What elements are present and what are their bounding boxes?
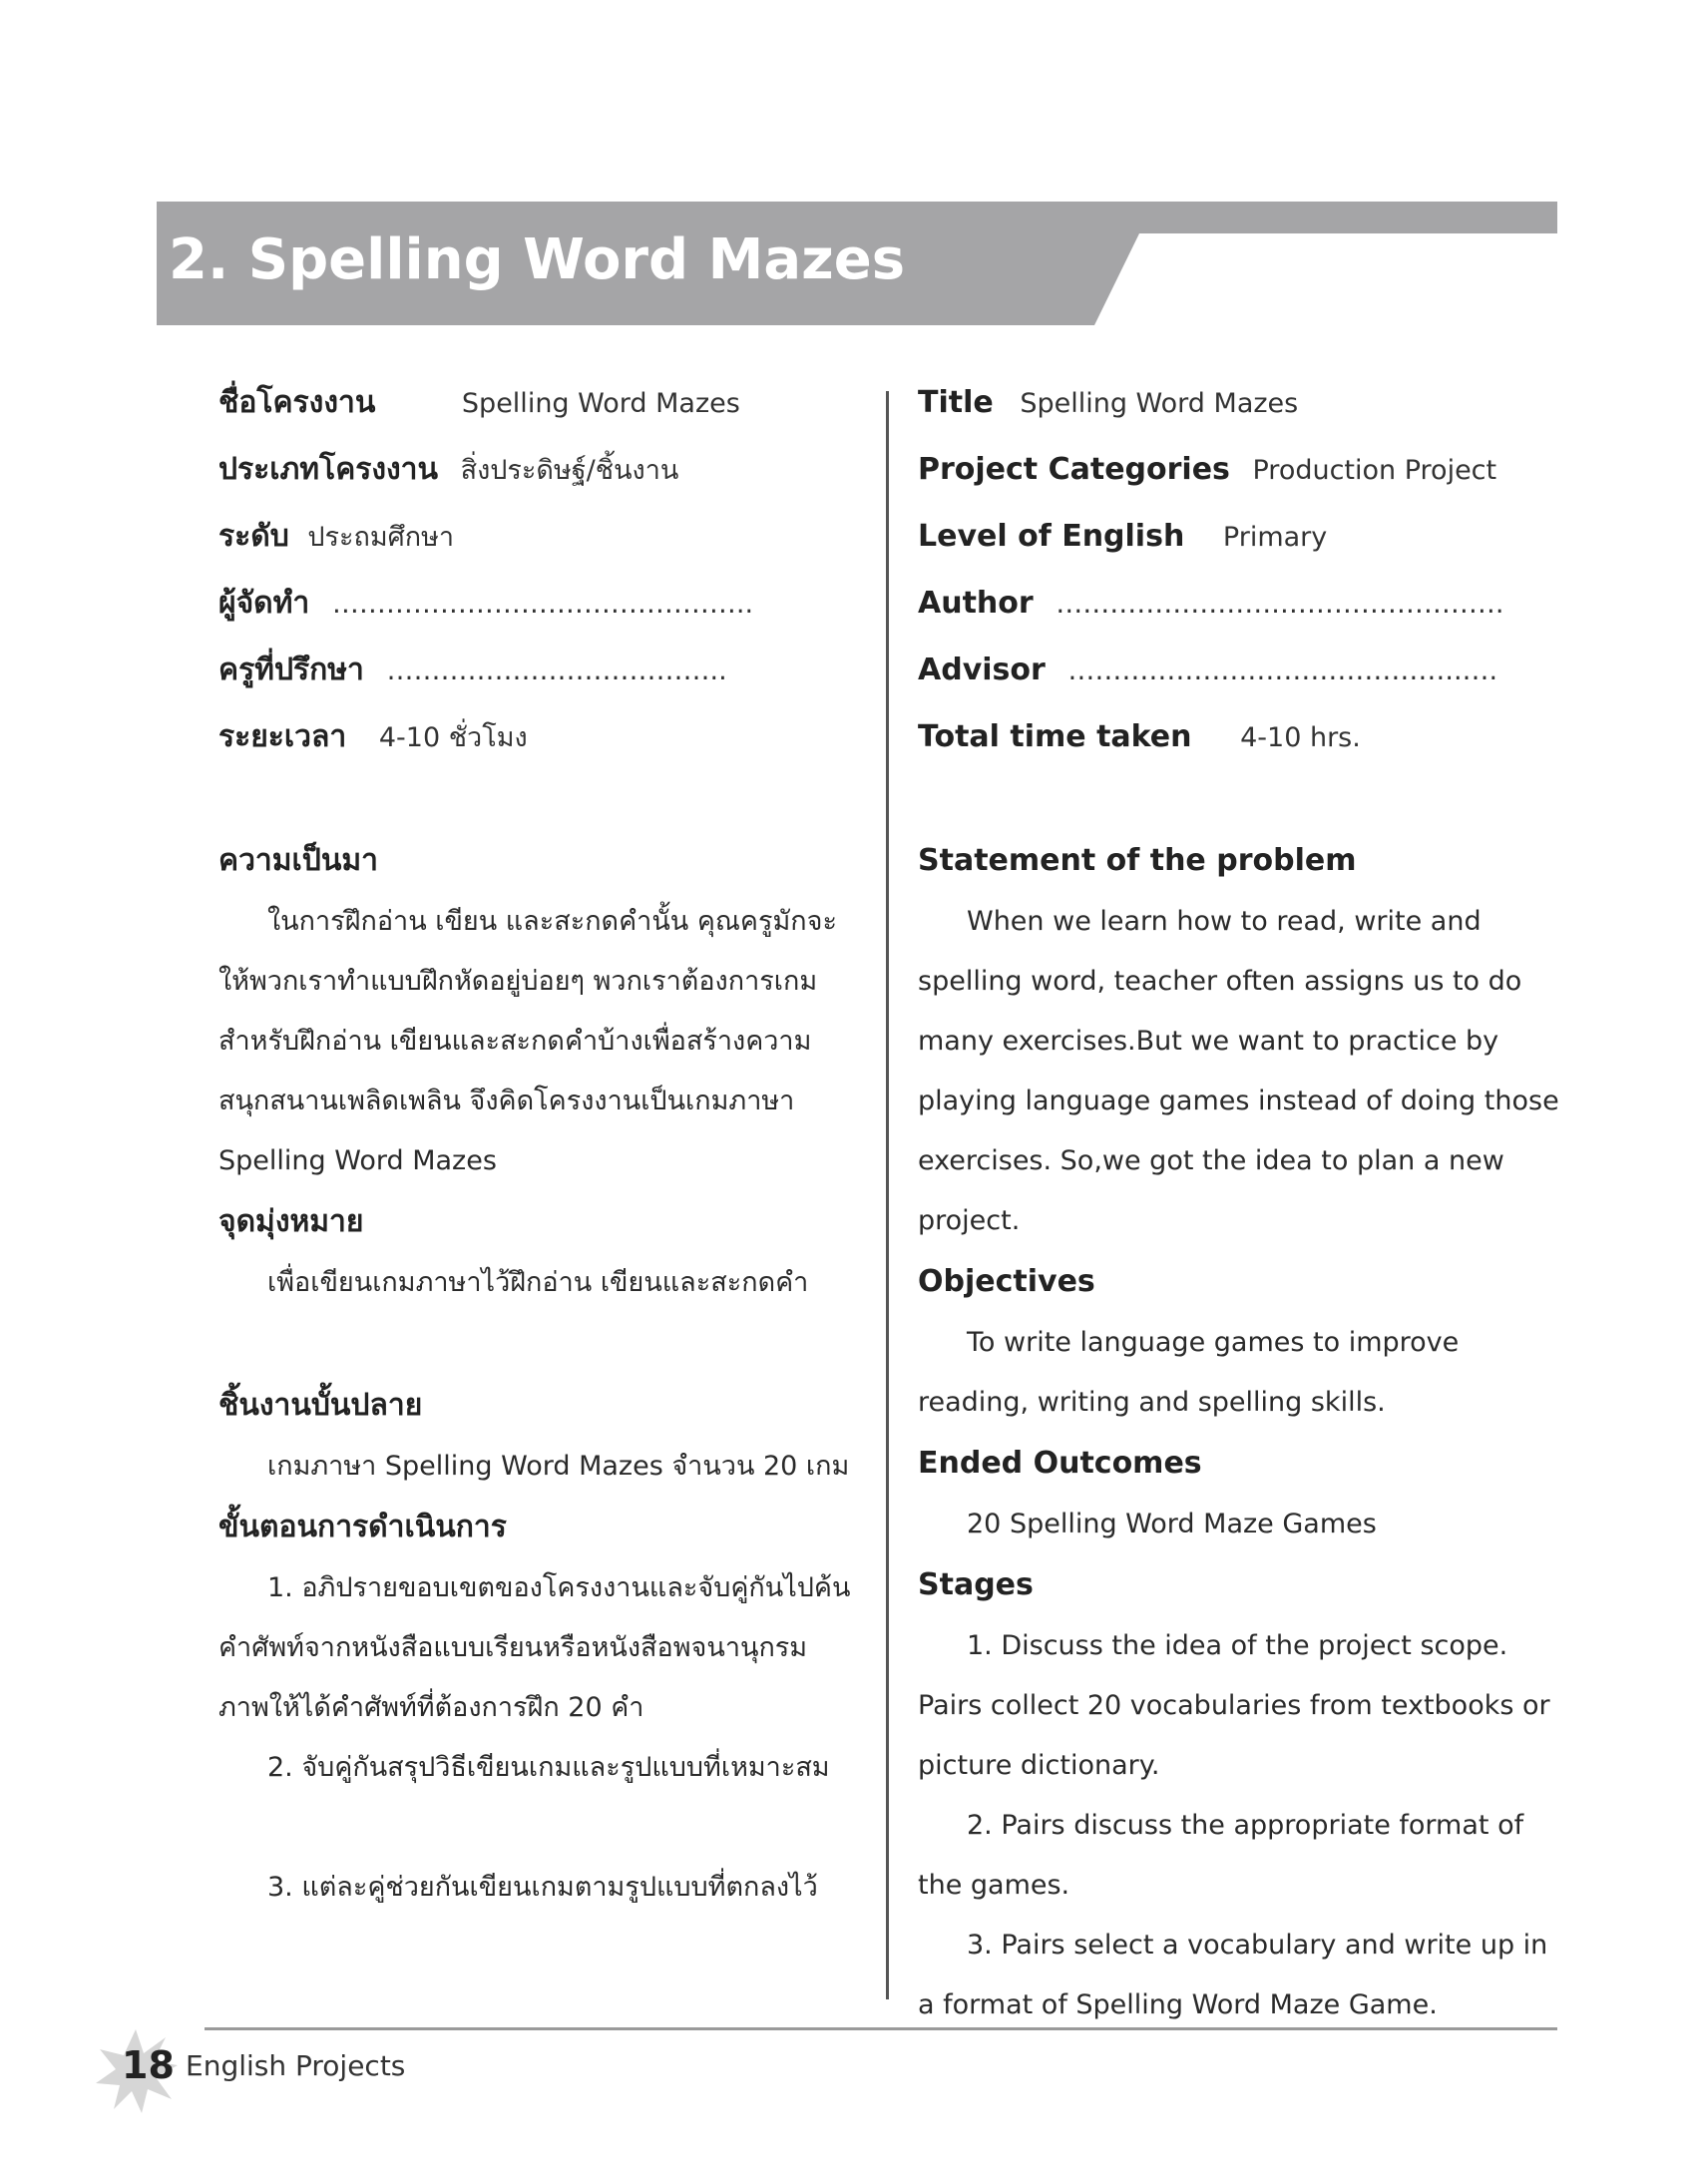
thai-background-text: ในการฝึกอ่าน เขียน และสะกดคำนั้น คุณครูมักจะให้พวกเราทำแบบฝึกหัดอยู่บ่อยๆ พวกเราต้องการเกมสำหรับฝึกอ่าน เขียนและสะกดคำบ้างเพื่อสร้างความสนุกสนานเพลิดเพลิน จึงคิดโครงงานเป็นเกมภาษา Spelling Word Mazes xyxy=(218,906,837,1176)
info-value: Spelling Word Mazes xyxy=(461,388,740,419)
info-label: ระดับ xyxy=(218,519,289,554)
thai-info-level xyxy=(218,503,857,570)
english-stage-1: 1. Discuss the idea of the project scope. Pairs collect 20 vocabularies from textbooks or picture dictionary. xyxy=(918,1630,1550,1781)
column-divider xyxy=(886,391,889,1999)
thai-outcome-heading: ชิ้นงานบั้นปลาย xyxy=(218,1388,423,1423)
english-outcome-heading: Ended Outcomes xyxy=(918,1446,1202,1481)
info-label: ประเภทโครงงาน xyxy=(218,452,439,487)
thai-stage-2: 2. จับคู่กันสรุปวิธีเขียนเกมและรูปแบบที่เหมาะสม xyxy=(267,1752,830,1783)
english-column xyxy=(918,369,1566,2035)
info-label: ชื่อโครงงาน xyxy=(218,385,376,420)
footer-rule xyxy=(205,2027,1557,2030)
info-value: Production Project xyxy=(1252,455,1497,486)
english-info-category xyxy=(918,436,1566,503)
info-value: ……………………………………..…. xyxy=(1067,655,1498,686)
info-label: Advisor xyxy=(918,653,1046,687)
info-label: ระยะเวลา xyxy=(218,719,347,754)
thai-objective-text: เพื่อเขียนเกมภาษาไว้ฝึกอ่าน เขียนและสะกดคำ xyxy=(267,1267,809,1298)
english-stages-heading: Stages xyxy=(918,1567,1034,1602)
english-objective-heading: Objectives xyxy=(918,1264,1095,1299)
thai-outcome-text: เกมภาษา Spelling Word Mazes จำนวน 20 เกม xyxy=(267,1451,850,1482)
english-info-author xyxy=(918,570,1566,637)
english-info-title xyxy=(918,369,1566,436)
thai-info-category xyxy=(218,436,857,503)
english-background-text: When we learn how to read, write and spelling word, teacher often assigns us to do many exercises.But we want to practice by playing language games instead of doing those exercises. So,we got the idea to plan a new project. xyxy=(918,906,1559,1236)
thai-info-author xyxy=(218,570,857,637)
info-label: ผู้จัดทำ xyxy=(218,586,310,621)
thai-info-duration xyxy=(218,703,857,770)
thai-stage-1: 1. อภิปรายขอบเขตของโครงงานและจับคู่กันไปค้นคำศัพท์จากหนังสือแบบเรียนหรือหนังสือพจนานุกรมภาพให้ได้คำศัพท์ที่ต้องการฝึก 20 คำ xyxy=(218,1572,851,1723)
english-info-level xyxy=(918,503,1566,570)
info-value: …………………….……………………. xyxy=(1056,589,1504,620)
info-label: ครูที่ปรึกษา xyxy=(218,653,364,687)
info-value: ……………………………………….. xyxy=(331,589,754,620)
page-title: 2. Spelling Word Mazes xyxy=(169,227,906,292)
thai-stages-heading: ขั้นตอนการดำเนินการ xyxy=(218,1510,507,1544)
info-label: Level of English xyxy=(918,519,1185,554)
english-stage-3: 3. Pairs select a vocabulary and write up in a format of Spelling Word Maze Game. xyxy=(918,1930,1548,2020)
footer-label: English Projects xyxy=(186,2049,406,2082)
info-value: ประถมศึกษา xyxy=(307,522,455,553)
info-value: Primary xyxy=(1222,522,1328,553)
thai-info-advisor xyxy=(218,637,857,703)
info-label: Title xyxy=(918,385,994,420)
english-stage-2: 2. Pairs discuss the appropriate format of the games. xyxy=(918,1810,1524,1901)
info-label: Total time taken xyxy=(918,719,1192,754)
info-value: 4-10 hrs. xyxy=(1240,722,1361,753)
info-label: Project Categories xyxy=(918,452,1230,487)
english-objective-text: To write language games to improve reading, writing and spelling skills. xyxy=(918,1327,1460,1418)
thai-column xyxy=(218,369,857,1918)
info-value: ……………………………….. xyxy=(386,655,727,686)
page-number: 18 xyxy=(122,2043,175,2087)
info-label: Author xyxy=(918,586,1034,621)
info-value: 4-10 ชั่วโมง xyxy=(378,722,528,753)
info-value: Spelling Word Mazes xyxy=(1020,388,1299,419)
thai-background-heading: ความเป็นมา xyxy=(218,843,378,878)
english-outcome-text: 20 Spelling Word Maze Games xyxy=(967,1509,1377,1539)
info-value: สิ่งประดิษฐ์/ชิ้นงาน xyxy=(460,455,679,486)
thai-info-title xyxy=(218,369,857,436)
thai-objective-heading: จุดมุ่งหมาย xyxy=(218,1204,364,1239)
english-info-advisor xyxy=(918,637,1566,703)
english-info-duration xyxy=(918,703,1566,770)
title-banner xyxy=(157,202,1557,325)
thai-stage-3: 3. แต่ละคู่ช่วยกันเขียนเกมตามรูปแบบที่ตกลงไว้ xyxy=(267,1872,818,1903)
english-background-heading: Statement of the problem xyxy=(918,843,1357,878)
